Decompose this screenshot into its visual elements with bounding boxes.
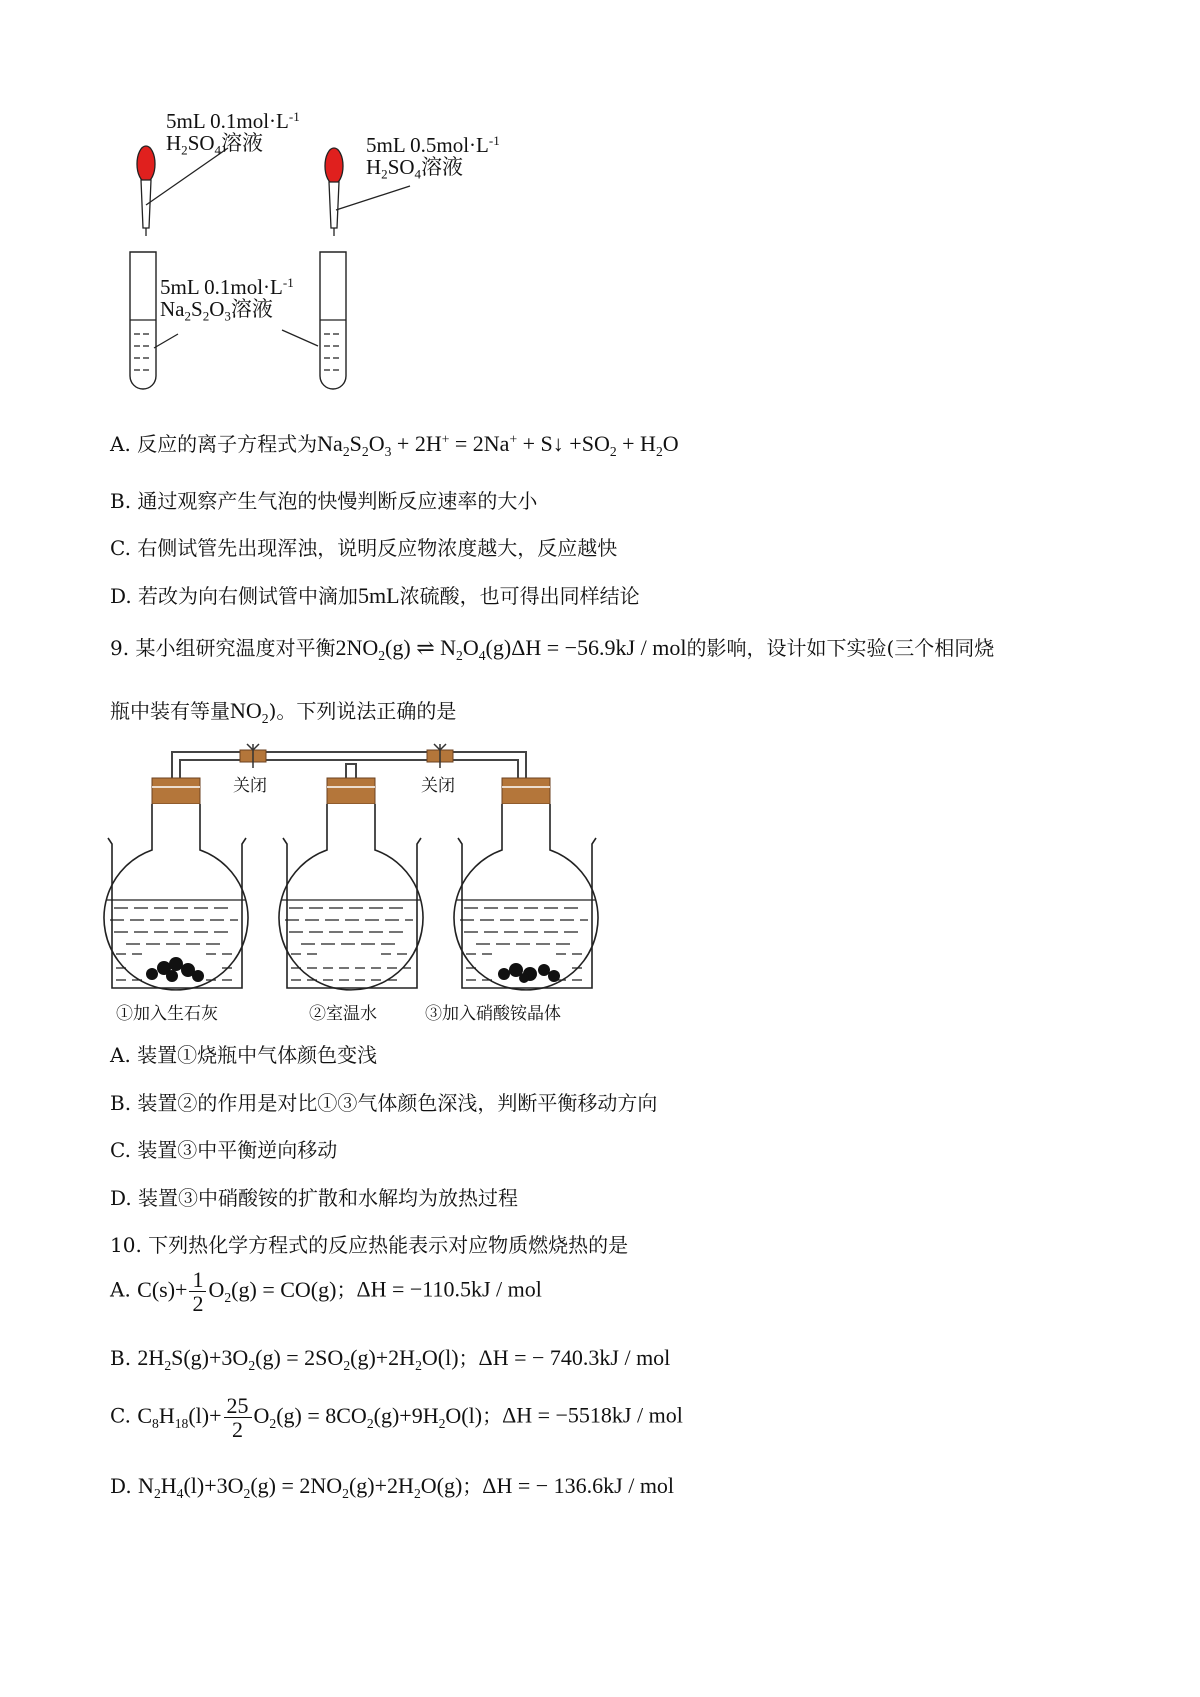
q8-option-c: C. 右侧试管先出现浑浊，说明反应物浓度越大，反应越快 [110, 536, 618, 560]
flask-3-caption: ③加入硝酸铵晶体 [425, 1004, 561, 1024]
flask-2-caption: ②室温水 [309, 1004, 377, 1024]
dropper-right-pointer [336, 186, 410, 210]
flask-3-icon [454, 778, 598, 990]
q9-option-d: D. 装置③中硝酸铵的扩散和水解均为放热过程 [110, 1186, 519, 1210]
q9-option-b: B. 装置②的作用是对比①③气体颜色深浅，判断平衡移动方向 [110, 1091, 658, 1115]
q10-option-c-equation: $C_8H_{18}(l)+$ $\frac{25}{2}$ $O_2(g) = 8CO_2(g)+9H_2O(l)$ [137, 1393, 483, 1443]
flask-2-icon [279, 778, 423, 990]
fraction: $\frac{1}{2}$ [189, 1268, 206, 1315]
q10-option-a: A. C(s)+ $\frac{1}{2}$ $O_2(g) = CO(g)$；ΔH = −110.5kJ / mol [110, 1267, 542, 1317]
dropper-left-icon [137, 146, 155, 236]
tube-left-pointer [154, 334, 178, 348]
test-tube-left-icon [130, 252, 156, 389]
precipitate-arrow-icon: ↓ [552, 431, 564, 456]
q10-option-d-equation: $N_2H_4(l)+3O_2(g) = 2NO_2(g)+2H_2O(g)$ [138, 1473, 463, 1501]
tube-label: 5mL $0.1mol\cdot L^{-1}$ $Na_2S_2O_3$溶液 [160, 274, 294, 324]
valve-label-right: 关闭 [421, 776, 455, 796]
fraction: $\frac{25}{2}$ [224, 1394, 252, 1441]
q10-option-a-equation: C(s)+ $\frac{1}{2}$ $O_2(g) = CO(g)$ [137, 1267, 337, 1317]
q8-option-d: D. 若改为向右侧试管中滴加5mL浓硫酸，也可得出同样结论 [110, 583, 640, 608]
q9-stem-line2: 瓶中装有等量$NO_2$)。下列说法正确的是 [110, 698, 457, 726]
flask-1-caption: ①加入生石灰 [116, 1004, 218, 1024]
q8-option-a-equation: $Na_2S_2O_3 + 2H^+ = 2Na^+$ + S↓ $+SO_2 + H_2O$ [317, 431, 679, 459]
q10-option-d: D. $N_2H_4(l)+3O_2(g) = 2NO_2(g)+2H_2O(g)$；ΔH = − 136.6kJ / mol [110, 1473, 675, 1501]
dropper-right-label: 5mL $0.5mol\cdot L^{-1}$ $H_2SO_4$溶液 [366, 132, 500, 182]
q9-option-a: A. 装置①烧瓶中气体颜色变浅 [110, 1043, 378, 1067]
q10-option-c: C. $C_8H_{18}(l)+$ $\frac{25}{2}$ $O_2(g) = 8CO_2(g)+9H_2O(l)$；ΔH = −5518kJ / mol [110, 1393, 683, 1443]
equilibrium-arrow-icon: ⇌ [416, 635, 435, 660]
dropper-right-icon [325, 148, 343, 236]
dropper-left-label: 5mL $0.1mol\cdot L^{-1}$ $H_2SO_4$溶液 [166, 108, 300, 158]
q9-equilibrium-equation: $2NO_2(g)$ ⇌ $N_2O_4(g)\Delta H = -56.9kJ$ / mol [335, 635, 687, 663]
q10-option-b-equation: $2H_2S(g)+3O_2(g) = 2SO_2(g)+2H_2O(l)$ [137, 1345, 459, 1373]
flask-1-icon [104, 778, 248, 990]
clamp-right-icon [427, 744, 453, 768]
test-tube-right-icon [320, 252, 346, 389]
clamp-left-icon [240, 744, 266, 768]
q8-option-a: A. 反应的离子方程式为$Na_2S_2O_3 + 2H^+ = 2Na^+$ + S↓ $+SO_2 + H_2O$ [110, 431, 679, 459]
q10-option-b: B. $2H_2S(g)+3O_2(g) = 2SO_2(g)+2H_2O(l)$；ΔH = − 740.3kJ / mol [110, 1345, 671, 1373]
valve-label-left: 关闭 [233, 776, 267, 796]
q9-option-c: C. 装置③中平衡逆向移动 [110, 1138, 338, 1162]
q8-option-b: B. 通过观察产生气泡的快慢判断反应速率的大小 [110, 489, 538, 513]
q8-experiment-figure [0, 0, 600, 400]
q9-apparatus-figure [0, 740, 620, 1040]
q10-stem: 10. 下列热化学方程式的反应热能表示对应物质燃烧热的是 [110, 1233, 629, 1257]
q9-stem-line1: 9. 某小组研究温度对平衡$2NO_2(g)$ ⇌ $N_2O_4(g)\Delta H = -56.9kJ$ / mol的影响，设计如下实验(三个相同烧 [110, 635, 995, 663]
tube-right-pointer [282, 330, 318, 346]
